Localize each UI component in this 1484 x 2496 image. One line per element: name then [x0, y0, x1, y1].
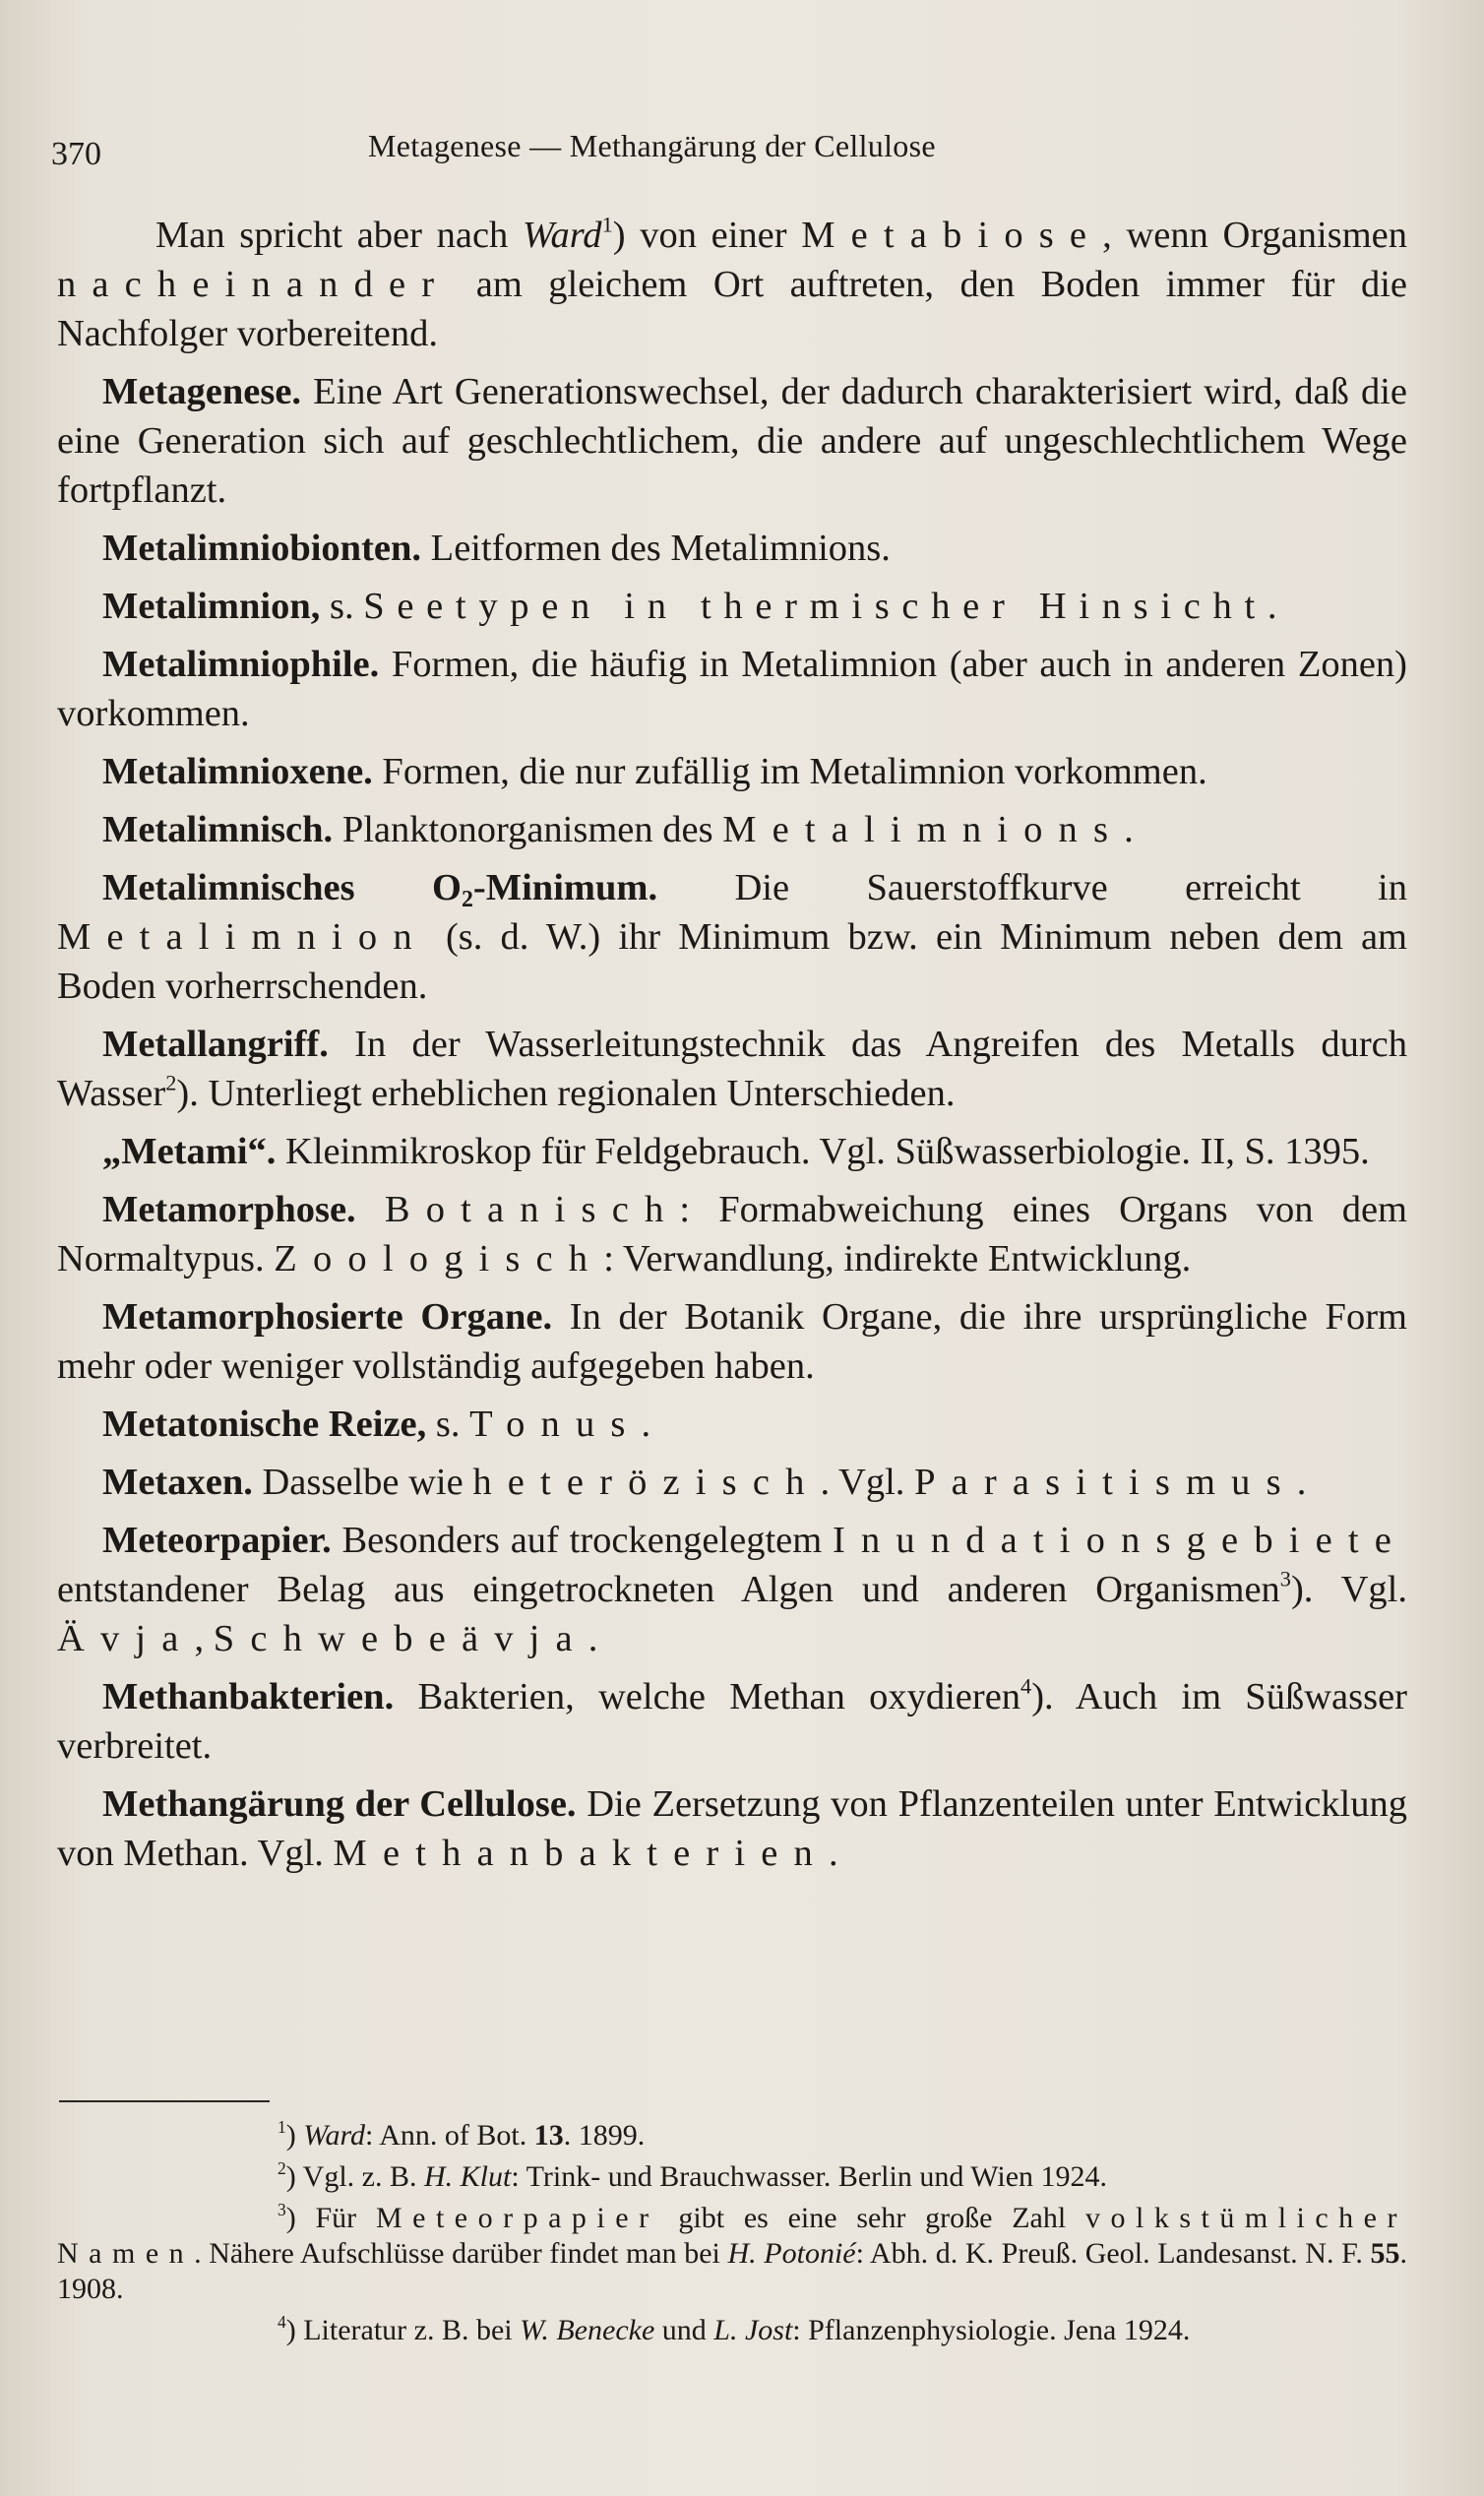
author-name: W. Benecke — [520, 2314, 655, 2346]
entry-metalimnisch: Metalimnisch. Planktonorganismen des Metalimnions. — [102, 809, 1134, 850]
headword: Metalimnion, — [102, 586, 321, 627]
running-title: Metagenese — Methangärung der Cellulose — [368, 128, 936, 163]
page-header — [51, 128, 1409, 177]
footnote-4: $^4$) Literatur z. B. bei W. Benecke und L. Jost: Pflanzenphysiologie. Jena 1924. — [278, 2311, 1191, 2346]
footnote-2: $^2$) Vgl. z. B. H. Klut: Trink- und Brauchwasser. Berlin und Wien 1924. — [278, 2157, 1108, 2193]
entry-metaxen: Metaxen. Dasselbe wie heterözisch. Vgl. Parasitismus. — [102, 1462, 1307, 1503]
footnotes — [57, 2118, 1407, 2354]
spaced-term: Zoologisch — [274, 1238, 604, 1279]
entry-metami: „Metami“. Kleinmikroskop für Feldgebrauch. Vgl. Süßwasserbiologie. II, S. 1395. — [102, 1131, 1370, 1172]
author-name: L. Jost — [713, 2314, 793, 2346]
headword: Metalimnisches O — [102, 867, 462, 908]
spaced-term: Botanisch — [384, 1189, 680, 1230]
headword: -Minimum. — [472, 867, 658, 908]
author-name: Ward — [522, 215, 602, 256]
spaced-term: Meteorpapier — [375, 2202, 659, 2234]
spaced-term: Methanbakterien — [333, 1833, 829, 1874]
headword: Metalimnisch. — [102, 809, 334, 850]
spaced-term: volkstümlicher Namen — [57, 2202, 1407, 2270]
footnote-ref: 2 — [165, 1070, 177, 1095]
footnote-1: $^1$) Ward: Ann. of Bot. 13. 1899. — [278, 2116, 646, 2152]
headword: Metalimniobionten. — [102, 528, 422, 569]
spaced-term: Metalimnions — [722, 809, 1125, 850]
headword: Metagenese. — [102, 371, 302, 412]
spaced-term: Schwebeävja — [213, 1618, 588, 1659]
spaced-term: heterözisch — [472, 1462, 821, 1503]
entry-metalimnioxene: Metalimnioxene. Formen, die nur zufällig im Metalimnion vorkommen. — [102, 751, 1207, 792]
author-name: H. Klut — [423, 2160, 512, 2193]
entry-metalimnion: Metalimnion, s. Seetypen in thermischer Hinsicht. — [102, 586, 1277, 627]
entry-metabiose-continuation: Man spricht aber nach Ward$^1$) von einer Metabiose, wenn Organismen nacheinander am gleichem Ort auftreten, den Boden immer für die Nachfolger vorbereitend. — [57, 212, 1408, 354]
headword: Metallangriff. — [102, 1024, 329, 1065]
entry-metagenese: Metagenese. Eine Art Generationswechsel, der dadurch charakterisiert wird, daß die eine Generation sich auf geschlechtlichem, die andere auf ungeschlechtlichem Wege fortpflanzt. — [57, 371, 1407, 511]
spaced-term: nacheinander — [57, 264, 451, 305]
author-name: Ward — [303, 2119, 366, 2152]
entry-metamorphose: Metamorphose. Botanisch: Formabweichung eines Organs von dem Normaltypus. Zoologisch: Verwandlung, indirekte Entwicklung. — [57, 1189, 1408, 1279]
spaced-term: Tonus — [469, 1404, 642, 1445]
headword: Metalimnioxene. — [102, 751, 373, 792]
headword: Metatonische Reize, — [102, 1404, 427, 1445]
entry-metatonische-reize: Metatonische Reize, s. Tonus. — [102, 1404, 651, 1445]
footnote-ref: 3 — [1279, 1566, 1291, 1591]
entry-metalimniophile: Metalimniophile. Formen, die häufig in Metalimnion (aber auch in anderen Zonen) vorkommen. — [57, 644, 1407, 734]
author-name: H. Potonié — [727, 2237, 856, 2270]
spaced-term: Metalimnion — [57, 916, 428, 958]
spaced-term: Metabiose — [801, 215, 1103, 256]
volume-number: 13 — [533, 2119, 564, 2152]
headword: Methangärung der Cellulose. — [102, 1783, 577, 1825]
entry-methangaerung-der-cellulose: Methangärung der Cellulose. Die Zersetzung von Pflanzenteilen unter Entwicklung von Methan. Vgl. Methanbakterien. — [57, 1783, 1408, 1874]
footnote-3: $^3$) Für Meteorpapier gibt es eine sehr große Zahl volkstümlicher Namen. Nähere Aufschlüsse darüber findet man bei H. Potonié: Abh. d. K. Preuß. Geol. Landesanst. N. F. 55. 1908. — [57, 2199, 1407, 2305]
entry-metalimnisches-o2-minimum: Metalimnisches $O_2$-Minimum. Die Sauerstoffkurve erreicht in Metalimnion (s. d. W.) ihr Minimum bzw. ein Minimum neben dem am Boden vorherrschenden. — [57, 867, 1407, 1007]
headword: Metamorphose. — [102, 1189, 356, 1230]
spaced-term: Seetypen in thermischer Hinsicht — [363, 586, 1268, 627]
headword: „Metami“. — [102, 1131, 277, 1172]
page-number: 370 — [51, 136, 101, 172]
volume-number: 55 — [1370, 2237, 1400, 2270]
entry-methanbakterien: Methanbakterien. Bakterien, welche Methan oxydieren$^4$). Auch im Süßwasser verbreitet. — [57, 1673, 1407, 1767]
footnote-ref: 1 — [601, 212, 613, 237]
headword: Metamorphosierte Organe. — [102, 1296, 553, 1338]
dictionary-body — [57, 211, 1407, 1887]
spaced-term: Parasitismus — [914, 1462, 1297, 1503]
entry-metalimniobionten: Metalimniobionten. Leitformen des Metalimnions. — [102, 528, 891, 569]
footnote-ref: 4 — [1020, 1673, 1032, 1699]
footnote-rule — [59, 2100, 270, 2102]
headword: Methanbakterien. — [102, 1676, 395, 1717]
entry-metallangriff: Metallangriff. In der Wasserleitungstechnik das Angreifen des Metalls durch Wasser$^2$). Unterliegt erheblichen regionalen Unterschieden. — [57, 1024, 1407, 1114]
subscript: 2 — [461, 887, 473, 913]
entry-metamorphosierte-organe: Metamorphosierte Organe. In der Botanik Organe, die ihre ursprüngliche Form mehr oder weniger vollständig aufgegeben haben. — [57, 1296, 1407, 1387]
headword: Metalimniophile. — [102, 644, 380, 685]
spaced-term: Inundationsgebiete — [832, 1520, 1407, 1561]
headword: Metaxen. — [102, 1462, 253, 1503]
entry-meteorpapier: Meteorpapier. Besonders auf trockengelegtem Inundationsgebiete entstandener Belag aus eingetrockneten Algen und anderen Organismen$^3$). Vgl. Ävja, Schwebeävja. — [57, 1520, 1407, 1659]
headword: Meteorpapier. — [102, 1520, 332, 1561]
spaced-term: Ävja — [57, 1618, 195, 1659]
